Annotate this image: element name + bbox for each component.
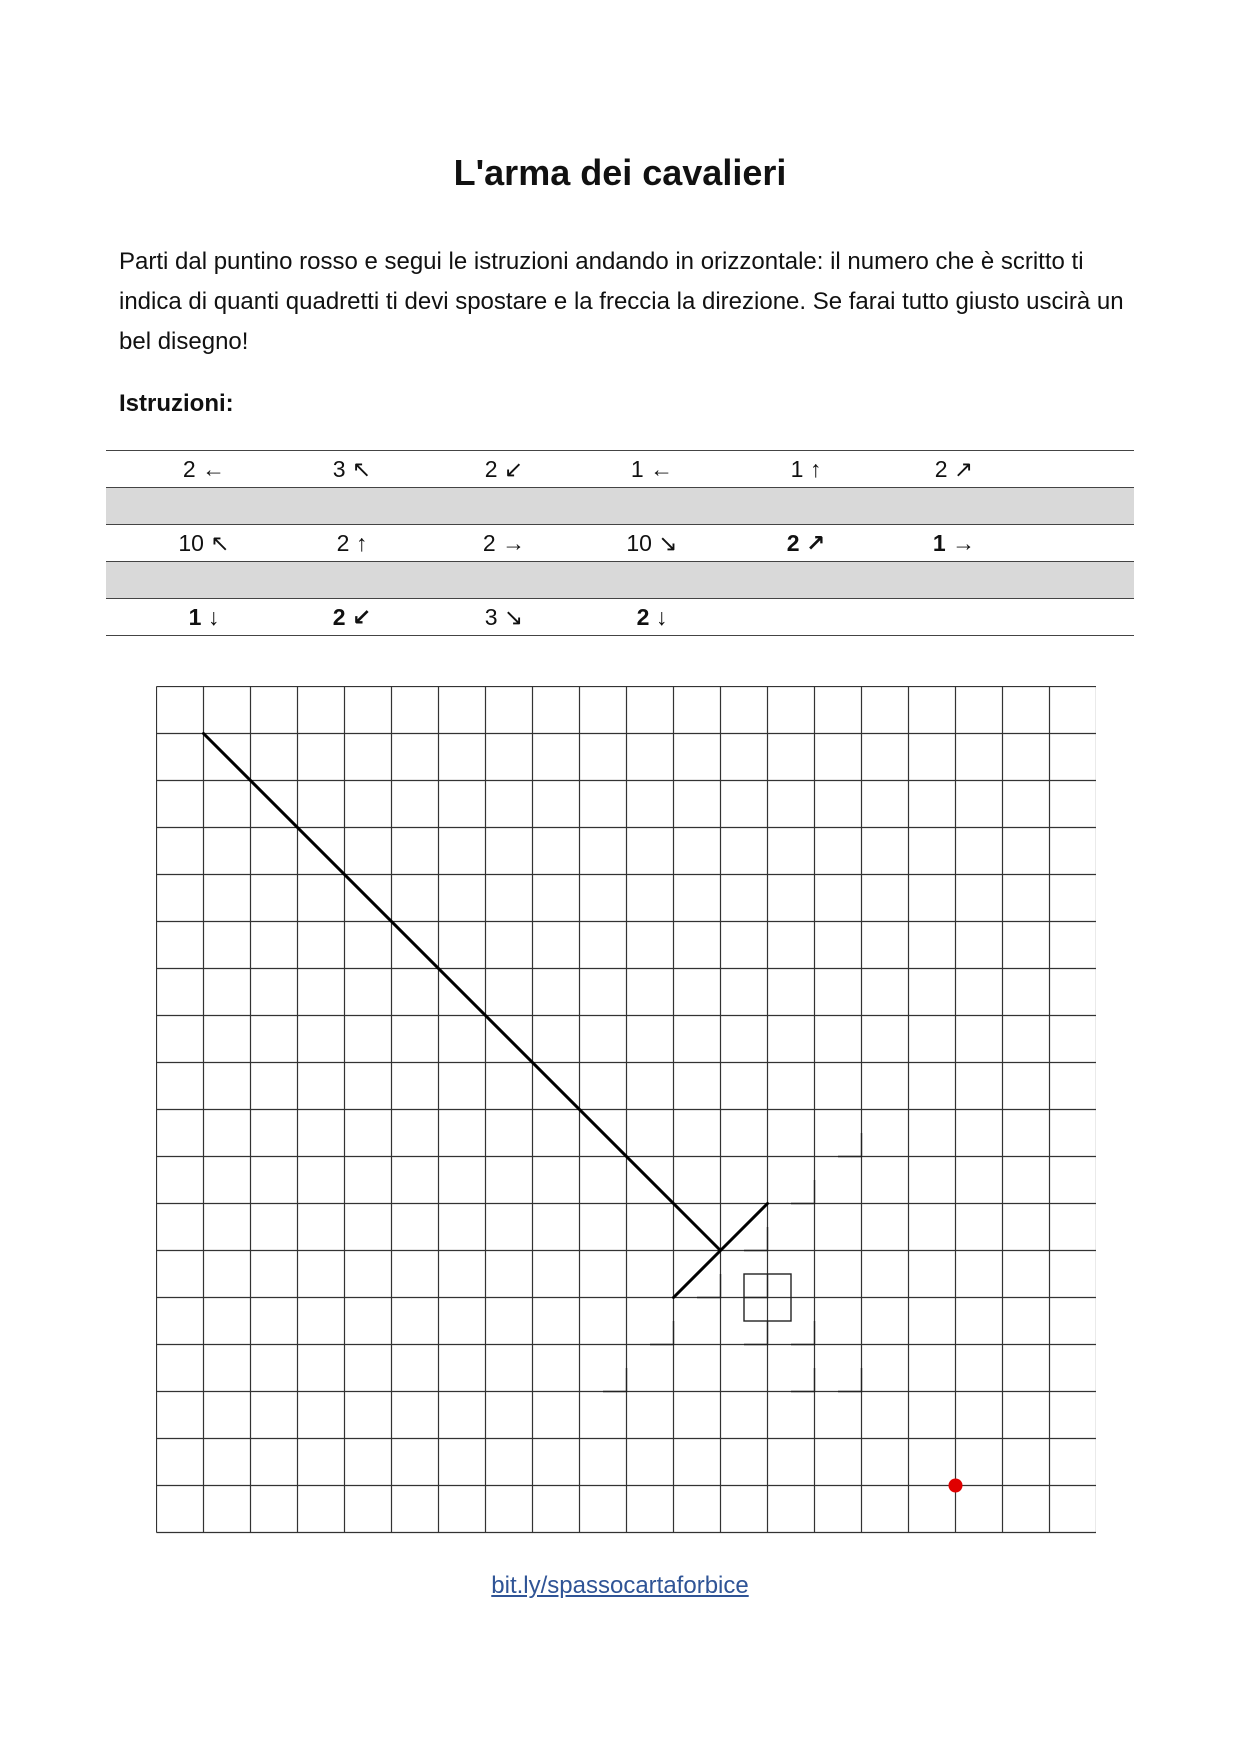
pencil-mark — [838, 1133, 862, 1157]
instruction-cell: 1 ↑ — [790, 455, 822, 482]
instruction-spacer-row — [106, 561, 1134, 598]
instruction-cell: 2 ↗ — [934, 455, 974, 482]
instruction-cell: 2 ↑ — [336, 529, 368, 556]
instruction-cell: 2 ↗ — [786, 529, 826, 556]
pencil-mark — [603, 1368, 627, 1392]
pencil-mark — [838, 1368, 862, 1392]
footer-link[interactable]: bit.ly/spassocartaforbice — [491, 1572, 749, 1599]
pencil-mark — [697, 1274, 721, 1298]
instruction-cell: 2 ↓ — [636, 603, 668, 630]
instruction-spacer-row — [106, 487, 1134, 524]
pencil-mark — [744, 1321, 768, 1345]
instruction-row — [106, 598, 1134, 636]
pencil-mark — [791, 1368, 815, 1392]
pencil-mark — [744, 1274, 768, 1298]
instruction-cell: 2 ↙ — [484, 455, 524, 482]
grid-svg — [156, 686, 1096, 1536]
instructions-table — [106, 450, 1134, 636]
pencil-mark — [650, 1321, 674, 1345]
instruction-cell: 2 ← — [182, 455, 226, 482]
instructions-label: Istruzioni: — [119, 390, 234, 417]
pencil-mark — [791, 1180, 815, 1204]
intro-text: Parti dal puntino rosso e segui le istruzioni andando in orizzontale: il numero che è scritto ti indica di quanti quadretti ti devi spostare e la freccia la direzione. Se farai tutto giusto uscirà un bel disegno! — [119, 248, 1124, 355]
instruction-cell: 2 → — [482, 529, 526, 556]
instruction-cell: 1 ← — [630, 455, 674, 482]
pencil-mark — [791, 1321, 815, 1345]
instruction-row — [106, 524, 1134, 561]
instruction-cell: 10 ↘ — [626, 529, 678, 556]
instruction-cell: 3 ↘ — [484, 603, 524, 630]
instruction-cell: 1 ↓ — [188, 603, 220, 630]
start-dot — [949, 1479, 963, 1493]
instruction-row — [106, 450, 1134, 487]
grid-drawing — [156, 686, 1096, 1541]
instruction-cell: 10 ↖ — [178, 529, 230, 556]
page-title: L'arma dei cavalieri — [453, 152, 787, 193]
pencil-mark — [744, 1227, 768, 1251]
instruction-cell: 2 ↙ — [332, 603, 372, 630]
instruction-cell: 3 ↖ — [332, 455, 372, 482]
instruction-cell: 1 → — [932, 529, 976, 556]
